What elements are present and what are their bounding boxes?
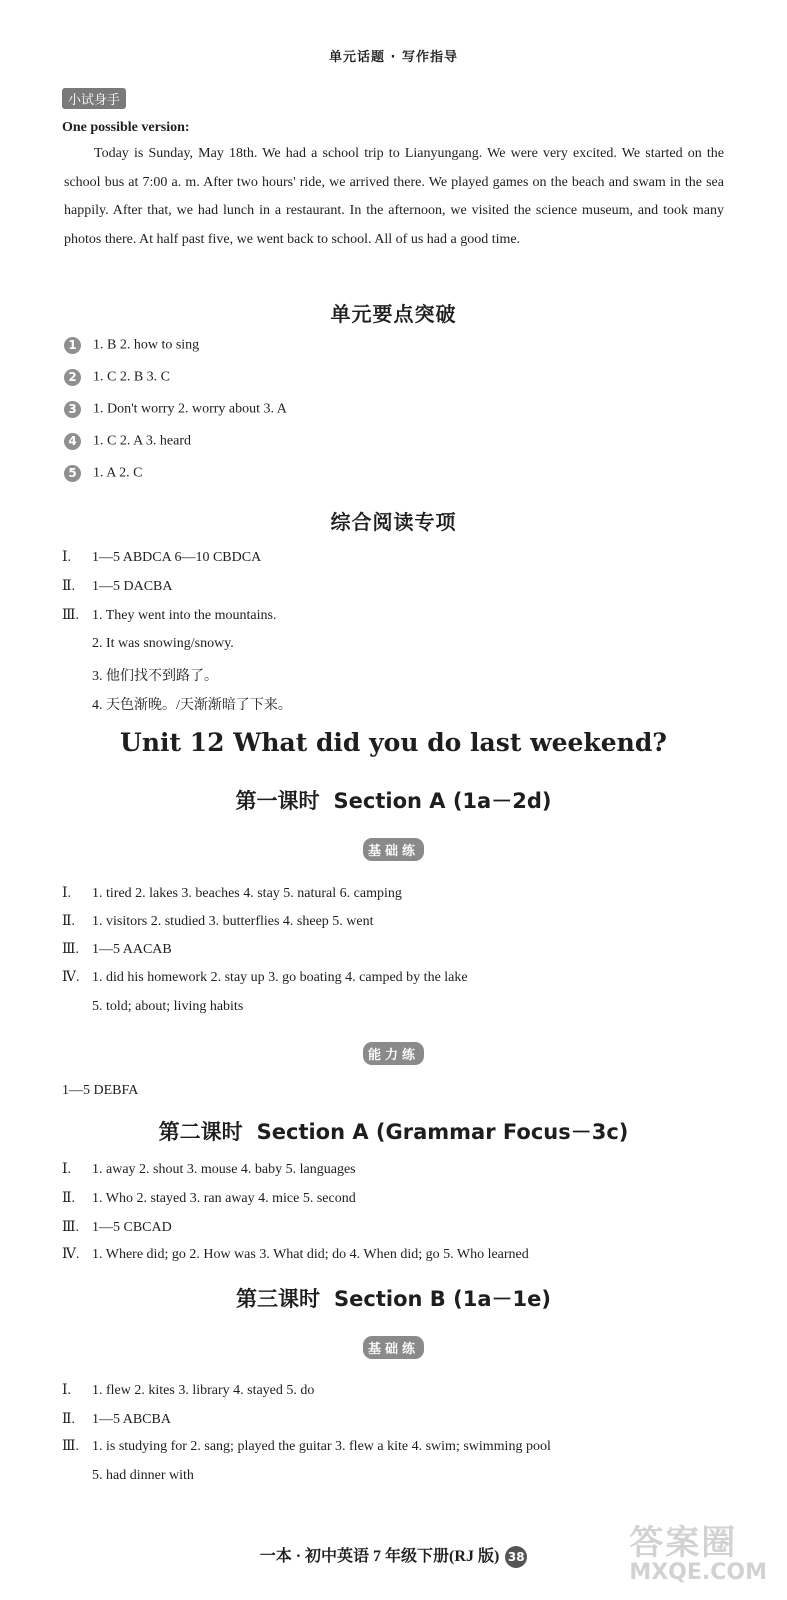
watermark-small: MXQE.COM	[629, 1560, 767, 1585]
answer-line	[62, 885, 402, 902]
lesson-number: 第一课时	[235, 788, 320, 813]
roman-numeral: Ⅰ.	[62, 886, 72, 901]
answer-line	[62, 665, 218, 685]
number-circle: 5	[64, 465, 81, 482]
answer-line	[62, 636, 234, 652]
try-tag: 小试身手	[62, 88, 126, 109]
footer-text: 一本 · 初中英语 7 年级下册(RJ 版)	[259, 1548, 500, 1565]
answer-text: 1—5 AACAB	[92, 942, 172, 957]
lesson1-title	[0, 785, 787, 815]
watermark	[629, 1515, 767, 1585]
lesson-section: Section A (1a－2d)	[333, 789, 552, 813]
answer-line	[62, 578, 173, 595]
roman-numeral: Ⅱ.	[62, 579, 76, 594]
answer-line	[62, 1219, 172, 1236]
basic-pill: 基础练	[363, 838, 424, 861]
essay-intro: One possible version:	[62, 120, 190, 135]
answer-line	[62, 1382, 314, 1399]
answer-text: 1—5 ABDCA 6—10 CBDCA	[92, 550, 262, 565]
unit-title: Unit 12 What did you do last weekend?	[120, 728, 667, 757]
answer-line	[62, 999, 243, 1015]
answer-text: 4. 天色渐晚。/天渐渐暗了下来。	[92, 698, 292, 713]
key-item	[64, 337, 199, 354]
answer-text: 5. told; about; living habits	[92, 999, 244, 1014]
roman-numeral: Ⅳ.	[62, 970, 80, 985]
essay-text: Today is Sunday, May 18th. We had a school trip to Lianyungang. We were very excited. We started on the school bus at 7:00 a. m. After two hours' ride, we arrived there. We played games on the beach and swam in the sea happily. After that, we had lunch in a restaurant. In the afternoon, we visited the science museum, and took many photos there. At half past five, we went back to school. All of us had a good time.	[64, 146, 724, 247]
roman-numeral: Ⅱ.	[62, 914, 76, 929]
answer-text: 1. visitors 2. studied 3. butterflies 4. sheep 5. went	[92, 914, 374, 929]
answer-text: 5. had dinner with	[92, 1468, 194, 1483]
key-item-text: 1. B 2. how to sing	[93, 337, 200, 353]
lesson-section: Section B (1a－1e)	[334, 1287, 551, 1311]
answer-line	[62, 1438, 551, 1455]
answer-line	[62, 1246, 529, 1263]
answer-text: 2. It was snowing/snowy.	[92, 636, 234, 651]
roman-numeral: Ⅲ.	[62, 1439, 80, 1454]
key-item	[64, 401, 287, 418]
section-reading-title: 综合阅读专项	[330, 510, 457, 534]
lesson-section: Section A (Grammar Focus－3c)	[256, 1120, 629, 1144]
key-item	[64, 433, 191, 450]
roman-numeral: Ⅱ.	[62, 1191, 76, 1206]
answer-text: 1—5 DACBA	[92, 579, 173, 594]
answer-text: 1. Where did; go 2. How was 3. What did; do 4. When did; go 5. Who learned	[92, 1247, 529, 1262]
answer-text: 1. tired 2. lakes 3. beaches 4. stay 5. natural 6. camping	[92, 886, 402, 901]
page-number-badge: 38	[505, 1546, 527, 1568]
roman-numeral: Ⅲ.	[62, 608, 80, 623]
answer-line	[62, 941, 172, 958]
lesson-number: 第三课时	[236, 1286, 321, 1311]
answer-line	[62, 1468, 194, 1484]
answer-line	[62, 694, 292, 714]
answer-line	[62, 1161, 356, 1178]
answer-text: 1—5 CBCAD	[92, 1220, 172, 1235]
basic-label	[0, 838, 787, 861]
key-item-text: 1. C 2. A 3. heard	[93, 433, 191, 449]
number-circle: 2	[64, 369, 81, 386]
answer-text: 1. away 2. shout 3. mouse 4. baby 5. languages	[92, 1162, 356, 1177]
ability-answer: 1—5 DEBFA	[62, 1083, 139, 1098]
ability-label	[0, 1042, 787, 1065]
basic-label	[0, 1336, 787, 1359]
ability-pill: 能力练	[363, 1042, 424, 1065]
key-item-text: 1. C 2. B 3. C	[93, 369, 171, 385]
answer-text: 1. They went into the mountains.	[92, 608, 277, 623]
answer-text: 1—5 ABCBA	[92, 1412, 171, 1427]
answer-text: 3. 他们找不到路了。	[92, 669, 218, 684]
roman-numeral: Ⅱ.	[62, 1412, 76, 1427]
answer-line	[62, 969, 468, 986]
answer-text: 1. Who 2. stayed 3. ran away 4. mice 5. second	[92, 1191, 356, 1206]
section-key-title: 单元要点突破	[330, 302, 457, 326]
basic-pill: 基础练	[363, 1336, 424, 1359]
number-circle: 3	[64, 401, 81, 418]
answer-text: 1. is studying for 2. sang; played the guitar 3. flew a kite 4. swim; swimming pool	[92, 1439, 551, 1454]
lesson3-title	[0, 1283, 787, 1313]
answer-text: 1. flew 2. kites 3. library 4. stayed 5. do	[92, 1383, 315, 1398]
page-header: 单元话题 · 写作指导	[329, 50, 458, 65]
key-item-text: 1. A 2. C	[93, 465, 143, 481]
roman-numeral: Ⅲ.	[62, 942, 80, 957]
lesson2-title	[0, 1116, 787, 1146]
answer-text: 1. did his homework 2. stay up 3. go boating 4. camped by the lake	[92, 970, 468, 985]
number-circle: 1	[64, 337, 81, 354]
number-circle: 4	[64, 433, 81, 450]
watermark-big: 答案圈	[629, 1523, 738, 1563]
answer-line	[62, 549, 261, 566]
roman-numeral: Ⅲ.	[62, 1220, 80, 1235]
lesson-number: 第二课时	[158, 1119, 243, 1144]
key-item-text: 1. Don't worry 2. worry about 3. A	[93, 401, 287, 417]
key-item	[64, 465, 142, 482]
answer-line	[62, 913, 374, 930]
roman-numeral: Ⅰ.	[62, 1162, 72, 1177]
key-item	[64, 369, 170, 386]
roman-numeral: Ⅰ.	[62, 1383, 72, 1398]
roman-numeral: Ⅰ.	[62, 550, 72, 565]
answer-line	[62, 607, 276, 624]
answer-line	[62, 1190, 356, 1207]
answer-line	[62, 1411, 171, 1428]
roman-numeral: Ⅳ.	[62, 1247, 80, 1262]
